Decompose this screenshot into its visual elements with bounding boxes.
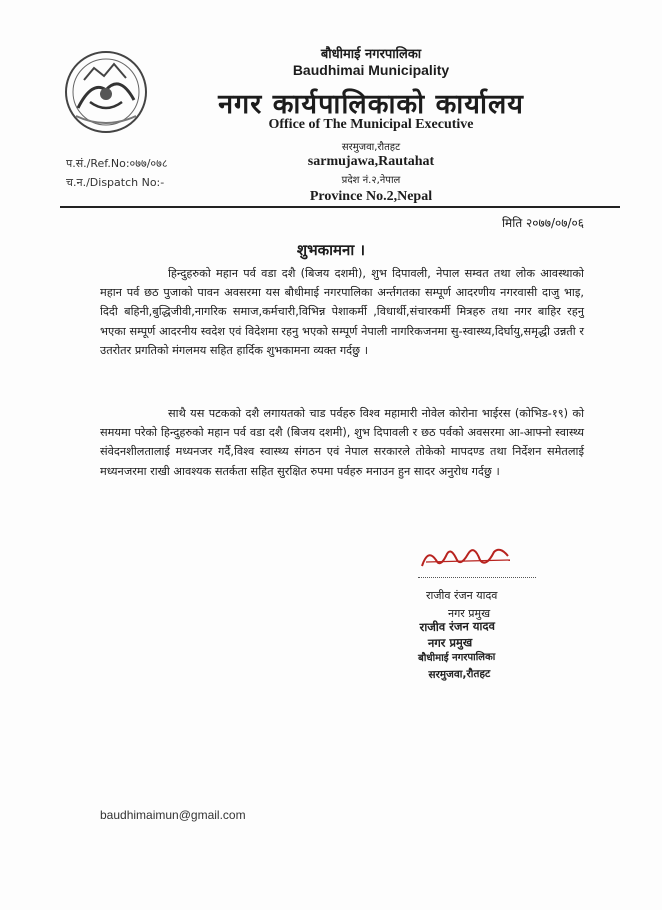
stamp-municipality: बौधीमाई नगरपालिका (418, 651, 496, 665)
address-np: सरमुजवा,रौतहट (341, 142, 401, 153)
paragraph-1: हिन्दुहरुको महान पर्व वडा दशै (बिजय दशमी), शुभ दिपावली, नेपाल सम्वत तथा लोक आवस्थाको महान पर्व छठ पुजाको पावन अवसरमा यस बौधीमाई नगरपालिका अर्न्तगतका सम्पूर्ण आदरणीय नगरवासी दाजु भाइ, दिदी बहिनी,बुद्धिजीवी,नागरिक समाज,कर्मचारी,विभिन्न पेशाकर्मी ,विधार्थी,संचारकर्मी मित्रहरु तथा नगर बाहिर रहनु भएका सम्पूर्ण आदरनीय स्वदेश एवं विदेशमा रहनु भएको सम्पूर्ण नेपाली नागरिकजनमा सु-स्वास्थ्य,दिर्घायु,समृद्धी उन्नती र उतरोतर प्रगतिको मंगलमय सहित हार्दिक शुभकामना व्यक्त गर्दछु । (100, 267, 584, 357)
stamp-name: राजीव रंजन यादव (419, 618, 496, 635)
letter-title: शुभकामना । (296, 241, 366, 259)
municipality-name-np: बौधीमाई नगरपालिका (320, 47, 422, 62)
stamp-address: सरमुजवा,रौतहट (428, 667, 491, 681)
address-en: sarmujawa,Rautahat (307, 154, 435, 169)
office-name-en: Office of The Municipal Executive (268, 117, 474, 132)
contact-email[interactable]: baudhimaimun@gmail.com (100, 808, 246, 822)
signature-icon (416, 538, 516, 578)
signatory-name: राजीव रंजन यादव (426, 589, 498, 602)
signatory-title: नगर प्रमुख (448, 607, 491, 620)
official-stamp (413, 617, 554, 683)
municipality-name-en: Baudhimai Municipality (292, 62, 450, 78)
province-np: प्रदेश नं.२,नेपाल (341, 175, 401, 186)
letter-date: मिति २०७७/०७/०६ (501, 216, 584, 230)
province-en: Province No.2,Nepal (309, 189, 433, 204)
paragraph-2: साथै यस पटकको दशै लगायतको चाड पर्वहरु विश्व महामारी नोवेल कोरोना भाईरस (कोभिड-१९) को समयमा परेको हिन्दुहरुको महान पर्व वडा दशै (बिजय दशमी), शुभ दिपावली र छठ पर्वको अवसरमा आ-आफ्नो स्वास्थ्य संवेदनशीलतालाई मध्यनजर गर्दै,विश्व स्वास्थ्य संगठन एवं नेपाल सरकारले तोकेको मापदण्ड तथा निर्देशन समेतलाई मध्यनजरमा राखी आवश्यक सतर्कता सहित सुरक्षित रुपमा पर्वहरु मनाउन हुन सादर अनुरोध गर्दछु । (100, 407, 584, 478)
dispatch-number: च.न./Dispatch No:- (66, 176, 165, 189)
office-name-np: नगर कार्यपालिकाको कार्यालय (218, 89, 524, 120)
reference-number: प.सं./Ref.No:०७७/०७८ (66, 157, 168, 170)
signature-line (418, 577, 536, 578)
stamp-title: नगर प्रमुख (427, 635, 473, 650)
header-divider (60, 206, 620, 208)
